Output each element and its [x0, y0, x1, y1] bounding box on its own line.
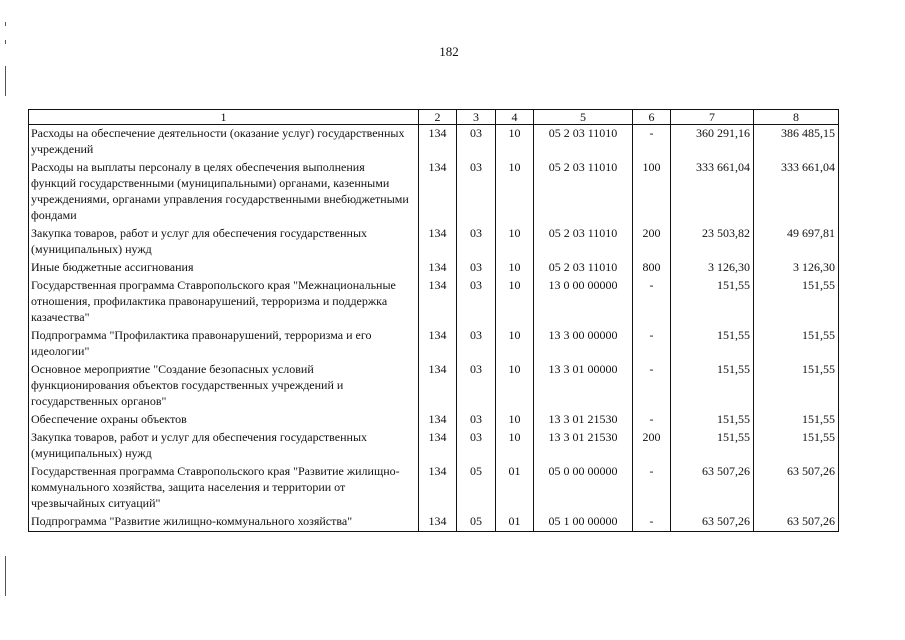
row-name: Подпрограмма "Развитие жилищно-коммунального хозяйства" [29, 513, 419, 532]
row-expense-type: - [633, 361, 671, 411]
column-header: 3 [457, 110, 496, 125]
row-amount-col7: 151,55 [671, 277, 754, 327]
row-amount-col8: 63 507,26 [754, 463, 839, 513]
row-subsection: 10 [496, 361, 534, 411]
page-number: 182 [439, 44, 459, 59]
row-amount-col7: 151,55 [671, 327, 754, 361]
row-amount-col7: 3 126,30 [671, 259, 754, 277]
row-amount-col8: 151,55 [754, 277, 839, 327]
column-header: 4 [496, 110, 534, 125]
header-row [29, 110, 839, 125]
scan-margin-mark [5, 66, 6, 96]
row-subsection: 01 [496, 463, 534, 513]
column-header: 8 [754, 110, 839, 125]
row-name: Подпрограмма "Профилактика правонарушений, терроризма и его идеологии" [29, 327, 419, 361]
row-name: Государственная программа Ставропольского края "Межнациональные отношения, профилактика правонарушений, терроризма и поддержка казачества" [29, 277, 419, 327]
row-target-article: 05 0 00 00000 [534, 463, 633, 513]
row-grbs: 134 [419, 277, 457, 327]
column-header: 6 [633, 110, 671, 125]
table-row [29, 411, 839, 429]
row-subsection: 01 [496, 513, 534, 532]
row-target-article: 13 3 01 21530 [534, 429, 633, 463]
row-section: 03 [457, 277, 496, 327]
scan-margin-mark [5, 556, 6, 596]
row-name: Иные бюджетные ассигнования [29, 259, 419, 277]
row-expense-type: 800 [633, 259, 671, 277]
row-amount-col8: 3 126,30 [754, 259, 839, 277]
row-section: 03 [457, 259, 496, 277]
row-grbs: 134 [419, 463, 457, 513]
row-amount-col8: 49 697,81 [754, 225, 839, 259]
row-section: 03 [457, 125, 496, 160]
row-expense-type: - [633, 277, 671, 327]
row-subsection: 10 [496, 225, 534, 259]
row-name: Расходы на выплаты персоналу в целях обеспечения выполнения функций государственными (муниципальными) органами, казенными учреждениями, органами управления государственными внебюджетными фондами [29, 159, 419, 225]
row-expense-type: - [633, 463, 671, 513]
table-row [29, 429, 839, 463]
row-name: Основное мероприятие "Создание безопасных условий функционирования объектов государственных учреждений и государственных органов" [29, 361, 419, 411]
column-header: 2 [419, 110, 457, 125]
row-target-article: 13 3 01 21530 [534, 411, 633, 429]
row-grbs: 134 [419, 159, 457, 225]
row-name: Обеспечение охраны объектов [29, 411, 419, 429]
row-section: 03 [457, 429, 496, 463]
row-subsection: 10 [496, 429, 534, 463]
column-header: 1 [29, 110, 419, 125]
row-amount-col8: 151,55 [754, 411, 839, 429]
row-grbs: 134 [419, 513, 457, 532]
table-row [29, 513, 839, 532]
row-subsection: 10 [496, 327, 534, 361]
row-amount-col7: 151,55 [671, 361, 754, 411]
table-row [29, 159, 839, 225]
row-grbs: 134 [419, 259, 457, 277]
row-expense-type: 100 [633, 159, 671, 225]
table-row [29, 327, 839, 361]
row-amount-col7: 333 661,04 [671, 159, 754, 225]
row-target-article: 05 2 03 11010 [534, 159, 633, 225]
row-name: Закупка товаров, работ и услуг для обеспечения государственных (муниципальных) нужд [29, 225, 419, 259]
budget-table [28, 109, 839, 532]
scan-margin-mark [5, 22, 6, 26]
row-amount-col7: 63 507,26 [671, 463, 754, 513]
row-target-article: 05 2 03 11010 [534, 259, 633, 277]
row-grbs: 134 [419, 361, 457, 411]
table-row [29, 277, 839, 327]
column-header: 7 [671, 110, 754, 125]
row-target-article: 13 3 00 00000 [534, 327, 633, 361]
row-amount-col8: 333 661,04 [754, 159, 839, 225]
table-row [29, 259, 839, 277]
row-amount-col7: 360 291,16 [671, 125, 754, 160]
row-section: 03 [457, 361, 496, 411]
row-expense-type: - [633, 327, 671, 361]
row-target-article: 05 2 03 11010 [534, 125, 633, 160]
row-section: 03 [457, 225, 496, 259]
column-header: 5 [534, 110, 633, 125]
row-section: 03 [457, 411, 496, 429]
row-target-article: 05 2 03 11010 [534, 225, 633, 259]
row-section: 03 [457, 159, 496, 225]
row-amount-col8: 151,55 [754, 429, 839, 463]
row-subsection: 10 [496, 277, 534, 327]
row-section: 05 [457, 513, 496, 532]
row-expense-type: 200 [633, 225, 671, 259]
row-section: 05 [457, 463, 496, 513]
row-target-article: 13 3 01 00000 [534, 361, 633, 411]
row-subsection: 10 [496, 411, 534, 429]
row-amount-col7: 151,55 [671, 411, 754, 429]
row-name: Государственная программа Ставропольского края "Развитие жилищно-коммунального хозяйства, защита населения и территории от чрезвычайных ситуаций" [29, 463, 419, 513]
row-expense-type: 200 [633, 429, 671, 463]
row-subsection: 10 [496, 159, 534, 225]
table-row [29, 225, 839, 259]
row-grbs: 134 [419, 327, 457, 361]
row-grbs: 134 [419, 429, 457, 463]
row-grbs: 134 [419, 225, 457, 259]
row-name: Расходы на обеспечение деятельности (оказание услуг) государственных учреждений [29, 125, 419, 160]
row-amount-col7: 23 503,82 [671, 225, 754, 259]
row-expense-type: - [633, 411, 671, 429]
row-subsection: 10 [496, 259, 534, 277]
row-amount-col8: 386 485,15 [754, 125, 839, 160]
row-expense-type: - [633, 125, 671, 160]
row-amount-col7: 63 507,26 [671, 513, 754, 532]
row-subsection: 10 [496, 125, 534, 160]
row-amount-col7: 151,55 [671, 429, 754, 463]
row-grbs: 134 [419, 411, 457, 429]
row-grbs: 134 [419, 125, 457, 160]
row-expense-type: - [633, 513, 671, 532]
row-name: Закупка товаров, работ и услуг для обеспечения государственных (муниципальных) нужд [29, 429, 419, 463]
table-row [29, 125, 839, 160]
table-row [29, 361, 839, 411]
row-section: 03 [457, 327, 496, 361]
table-row [29, 463, 839, 513]
row-target-article: 05 1 00 00000 [534, 513, 633, 532]
row-amount-col8: 151,55 [754, 361, 839, 411]
row-amount-col8: 151,55 [754, 327, 839, 361]
row-amount-col8: 63 507,26 [754, 513, 839, 532]
row-target-article: 13 0 00 00000 [534, 277, 633, 327]
